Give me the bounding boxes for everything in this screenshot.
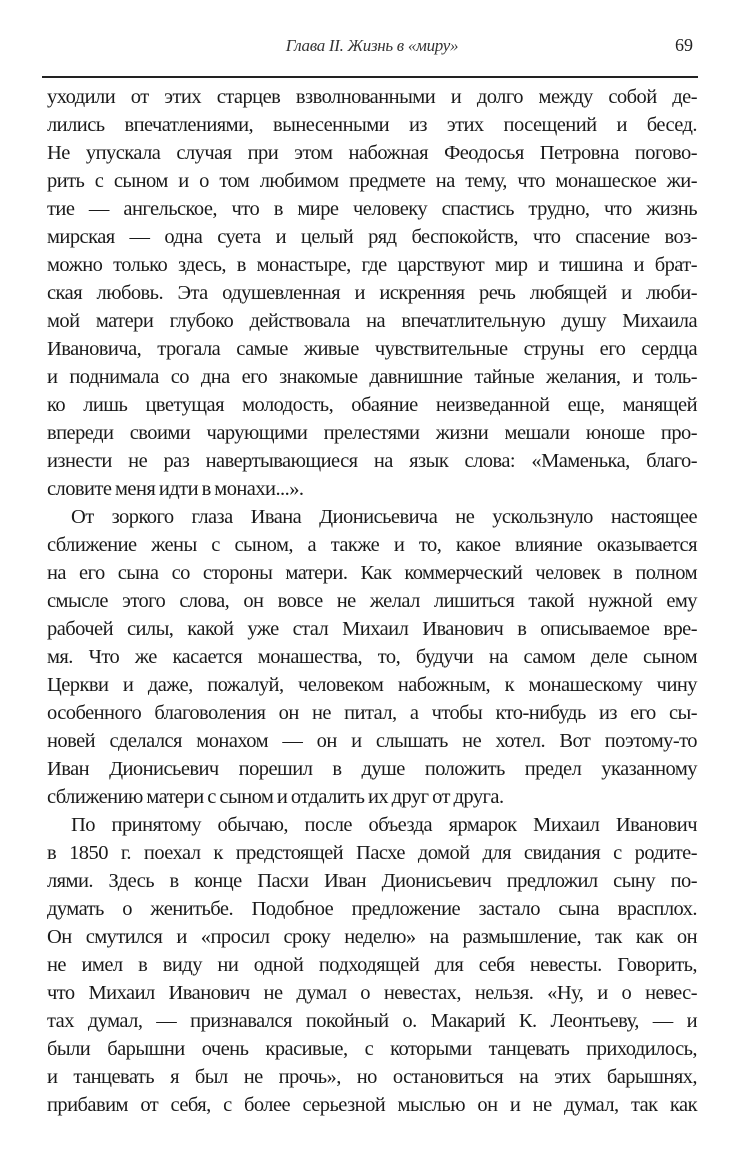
text-line: сближение жены с сыном, а также и то, какое влияние оказывается — [47, 534, 697, 556]
text-line: Ивановича, трогала самые живые чувствительные струны его сердца — [47, 338, 697, 360]
header-rule — [42, 76, 698, 78]
text-line: уходили от этих старцев взволнованными и долго между собой де- — [47, 86, 697, 108]
text-line: ко лишь цветущая молодость, обаяние неизведанной еще, манящей — [47, 394, 697, 416]
text-line: что Михаил Иванович не думал о невестах, нельзя. «Ну, и о невес- — [47, 982, 697, 1004]
running-title: Глава II. Жизнь в «миру» — [285, 36, 459, 55]
text-line: мой матери глубоко действовала на впечатлительную душу Михаила — [47, 310, 697, 332]
text-line: словите меня идти в монахи...». — [47, 478, 304, 500]
text-line: От зоркого глаза Ивана Дионисьевича не ускользнуло настоящее — [71, 506, 697, 528]
page-number: 69 — [675, 35, 693, 55]
text-line: Он смутился и «просил сроку неделю» на размышление, так как он — [47, 926, 697, 948]
text-line: ская любовь. Эта одушевленная и искренняя речь любящей и люби- — [47, 282, 697, 304]
text-line: можно только здесь, в монастыре, где царствуют мир и тишина и брат- — [47, 254, 697, 276]
text-line: Иван Дионисьевич порешил в душе положить предел указанному — [47, 758, 697, 780]
text-line: особенного благоволения он не питал, а чтобы кто-нибудь из его сы- — [47, 702, 697, 724]
text-line: думать о женитьбе. Подобное предложение застало сына врасплох. — [47, 898, 697, 920]
text-line: рить с сыном и о том любимом предмете на тему, что монашеское жи- — [47, 170, 697, 192]
text-line: не имел в виду ни одной подходящей для себя невесты. Говорить, — [47, 954, 697, 976]
text-line: новей сделался монахом — он и слышать не хотел. Вот поэтому-то — [47, 730, 697, 752]
text-line: мя. Что же касается монашества, то, будучи на самом деле сыном — [47, 646, 697, 668]
text-line: мирская — одна суета и целый ряд беспокойств, что спасение воз- — [47, 226, 697, 248]
text-line: на его сына со стороны матери. Как коммерческий человек в полном — [47, 562, 697, 584]
text-line: смысле этого слова, он вовсе не желал лишиться такой нужной ему — [47, 590, 697, 612]
text-line: лились впечатлениями, вынесенными из этих посещений и бесед. — [47, 114, 697, 136]
text-line: были барышни очень красивые, с которыми танцевать приходилось, — [47, 1038, 697, 1060]
text-line: рабочей силы, какой уже стал Михаил Иванович в описываемое вре- — [47, 618, 697, 640]
text-line: прибавим от себя, с более серьезной мыслью он и не думал, так как — [47, 1094, 697, 1116]
text-line: сближению матери с сыном и отдалить их друг от друга. — [47, 786, 504, 808]
text-line: впереди своими чарующими прелестями жизни мешали юноше про- — [47, 422, 697, 444]
body-text — [47, 83, 697, 1119]
text-line: тах думал, — признавался покойный о. Макарий К. Леонтьеву, — и — [47, 1010, 697, 1032]
text-line: в 1850 г. поехал к предстоящей Пасхе домой для свидания с родите- — [47, 842, 697, 864]
text-line: Не упускала случая при этом набожная Феодосья Петровна погово- — [47, 142, 697, 164]
text-line: Церкви и даже, пожалуй, человеком набожным, к монашескому чину — [47, 674, 697, 696]
text-line: тие — ангельское, что в мире человеку спастись трудно, что жизнь — [47, 198, 697, 220]
text-line: изнести не раз навертывающиеся на язык слова: «Маменька, благо- — [47, 450, 697, 472]
text-line: лями. Здесь в конце Пасхи Иван Дионисьевич предложил сыну по- — [47, 870, 697, 892]
text-line: По принятому обычаю, после объезда ярмарок Михаил Иванович — [71, 814, 697, 836]
text-line: и поднимала со дна его знакомые давнишние тайные желания, и толь- — [47, 366, 697, 388]
running-header — [47, 33, 697, 63]
text-line: и танцевать я был не прочь», но остановиться на этих барышнях, — [47, 1066, 697, 1088]
